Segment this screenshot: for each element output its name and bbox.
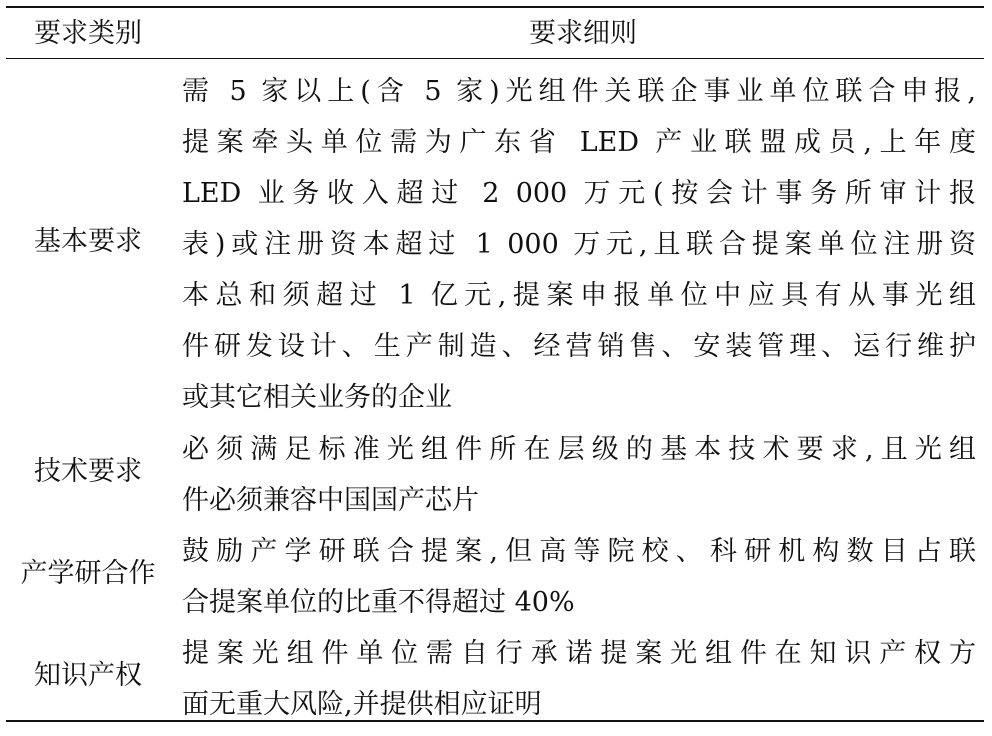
- detail-line: 必须满足标准光组件所在层级的基本技术要求,且光组: [182, 434, 976, 465]
- table-bottom-rule: [6, 720, 984, 722]
- row-category-collab: 产学研合作: [20, 558, 156, 589]
- detail-line: 表)或注册资本超过 1 000 万元,且联合提案单位注册资: [182, 229, 976, 260]
- row-category-tech: 技术要求: [34, 456, 142, 487]
- detail-line: 面无重大风险,并提供相应证明: [182, 689, 542, 720]
- row-detail-tech: [182, 424, 976, 526]
- row-detail-collab: [182, 526, 976, 628]
- row-detail-basic: [182, 66, 976, 423]
- table-top-rule: [6, 6, 984, 8]
- detail-line: 件研发设计、生产制造、经营销售、安装管理、运行维护: [182, 331, 976, 362]
- detail-line: 件必须兼容中国国产芯片: [182, 485, 479, 516]
- header-rule: [6, 58, 984, 59]
- detail-line: 提案牵头单位需为广东省 LED 产业联盟成员,上年度: [182, 127, 976, 158]
- row-detail-ip: [182, 628, 976, 730]
- detail-line: 提案光组件单位需自行承诺提案光组件在知识产权方: [182, 638, 976, 669]
- detail-line: 本总和须超过 1 亿元,提案申报单位中应具有从事光组: [182, 280, 976, 311]
- row-category-basic: 基本要求: [34, 226, 142, 257]
- header-detail: 要求细则: [529, 18, 637, 49]
- detail-line: 或其它相关业务的企业: [182, 382, 452, 413]
- row-category-ip: 知识产权: [34, 660, 142, 691]
- requirements-table: [6, 6, 984, 724]
- header-category: 要求类别: [34, 18, 142, 49]
- detail-line: LED 业务收入超过 2 000 万元(按会计事务所审计报: [182, 178, 976, 209]
- detail-line: 需 5 家以上(含 5 家)光组件关联企事业单位联合申报,: [182, 76, 976, 107]
- detail-line: 合提案单位的比重不得超过 40%: [182, 587, 575, 618]
- detail-line: 鼓励产学研联合提案,但高等院校、科研机构数目占联: [182, 536, 976, 567]
